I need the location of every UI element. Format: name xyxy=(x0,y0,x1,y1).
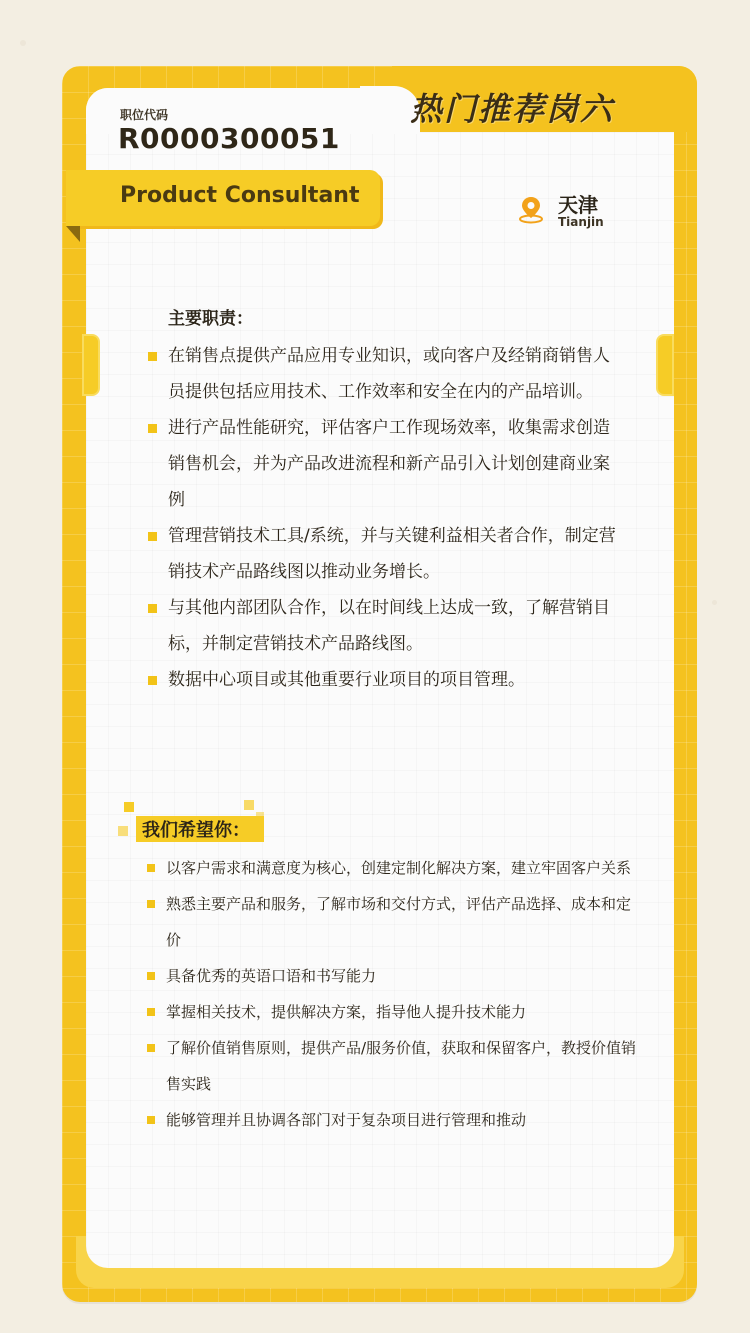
wish-text: 以客户需求和满意度为核心，创建定制化解决方案，建立牢固客户关系 xyxy=(166,859,632,877)
duty-list xyxy=(144,338,624,698)
square-bullet-icon xyxy=(147,1008,155,1016)
square-bullet-icon xyxy=(148,676,157,685)
wish-heading: 我们希望你： xyxy=(142,820,250,841)
location-city-en: Tianjin xyxy=(558,215,604,229)
duty-item xyxy=(144,662,624,698)
wish-item xyxy=(144,886,644,958)
wish-list xyxy=(144,850,644,1138)
square-bullet-icon xyxy=(148,424,157,433)
square-bullet-icon xyxy=(147,972,155,980)
wish-item xyxy=(144,994,644,1030)
duty-text: 管理营销技术工具/系统，并与关键利益相关者合作，制定营销技术产品路线图以推动业务增长。 xyxy=(168,526,616,582)
hot-title: 热门推荐岗六 xyxy=(410,90,615,128)
square-bullet-icon xyxy=(147,1116,155,1124)
job-code-label: 职位代码 xyxy=(120,108,169,122)
duty-item xyxy=(144,338,624,410)
duties-heading: 主要职责： xyxy=(168,309,253,329)
side-tab-right xyxy=(656,334,674,396)
location-pin-icon xyxy=(516,194,546,224)
square-bullet-icon xyxy=(147,864,155,872)
role-title: Product Consultant xyxy=(120,183,360,208)
square-bullet-icon xyxy=(148,604,157,613)
location-city: 天津 xyxy=(558,193,598,217)
side-tab-left xyxy=(82,334,100,396)
pixel-decoration xyxy=(244,800,254,810)
wish-text: 了解价值销售原则，提供产品/服务价值，获取和保留客户，教授价值销售实践 xyxy=(166,1039,637,1093)
square-bullet-icon xyxy=(147,1044,155,1052)
job-code-value: R0000300051 xyxy=(118,122,340,155)
paper-texture xyxy=(20,40,26,46)
square-bullet-icon xyxy=(148,352,157,361)
duty-text: 进行产品性能研究，评估客户工作现场效率，收集需求创造销售机会，并为产品改进流程和新产品引入计划创建商业案例 xyxy=(168,418,610,510)
pixel-decoration xyxy=(118,826,128,836)
pixel-decoration xyxy=(124,802,134,812)
wish-text: 掌握相关技术，提供解决方案，指导他人提升技术能力 xyxy=(166,1003,527,1021)
duty-item xyxy=(144,410,624,518)
wish-item xyxy=(144,850,644,886)
duty-item xyxy=(144,518,624,590)
square-bullet-icon xyxy=(148,532,157,541)
wish-item xyxy=(144,1030,644,1102)
wish-item xyxy=(144,958,644,994)
wish-text: 能够管理并且协调各部门对于复杂项目进行管理和推动 xyxy=(166,1111,527,1129)
duty-text: 在销售点提供产品应用专业知识，或向客户及经销商销售人员提供包括应用技术、工作效率和安全在内的产品培训。 xyxy=(168,346,610,402)
duty-text: 与其他内部团队合作，以在时间线上达成一致，了解营销目标，并制定营销技术产品路线图。 xyxy=(168,598,610,654)
wish-text: 具备优秀的英语口语和书写能力 xyxy=(166,967,377,985)
ribbon-fold xyxy=(66,226,80,242)
wish-item xyxy=(144,1102,644,1138)
duty-text: 数据中心项目或其他重要行业项目的项目管理。 xyxy=(168,670,525,690)
wish-text: 熟悉主要产品和服务，了解市场和交付方式，评估产品选择、成本和定价 xyxy=(166,895,632,949)
duty-item xyxy=(144,590,624,662)
paper-texture xyxy=(712,600,717,605)
square-bullet-icon xyxy=(147,900,155,908)
